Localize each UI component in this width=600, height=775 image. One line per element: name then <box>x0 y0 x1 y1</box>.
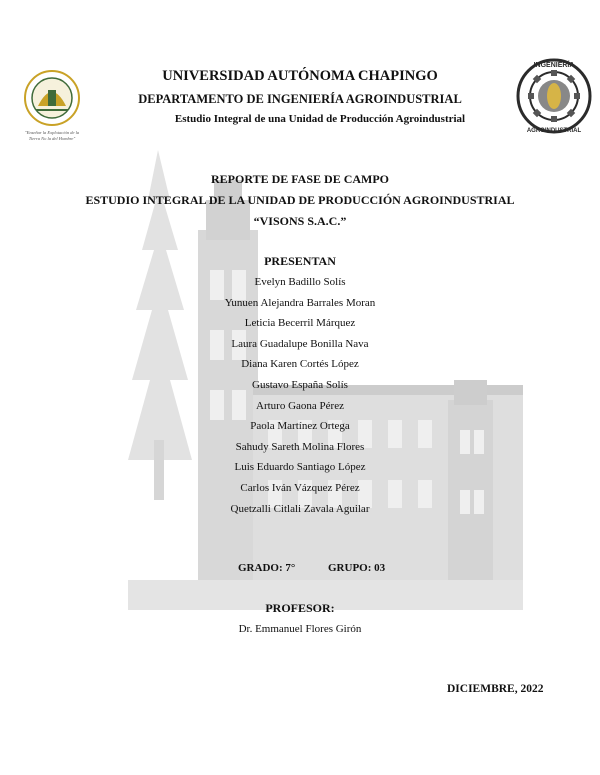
study-title: ESTUDIO INTEGRAL DE LA UNIDAD DE PRODUCCIÓN AGROINDUSTRIAL <box>85 193 515 207</box>
presenter-name: Evelyn Badillo Solís <box>254 276 346 288</box>
svg-text:INGENIERÍA: INGENIERÍA <box>533 62 575 69</box>
professor-heading: PROFESOR: <box>265 601 335 615</box>
university-title: UNIVERSIDAD AUTÓNOMA CHAPINGO <box>162 68 438 84</box>
presenter-name: Arturo Gaona Pérez <box>256 399 344 412</box>
presenter-name: Carlos Iván Vázquez Pérez <box>240 481 360 494</box>
presenter-name: Sahudy Sareth Molina Flores <box>235 440 365 453</box>
document-date: DICIEMBRE, 2022 <box>447 683 544 695</box>
presenter-name: Laura Guadalupe Bonilla Nava <box>231 337 369 350</box>
report-title: REPORTE DE FASE DE CAMPO <box>210 172 390 186</box>
presenter-name: Paola Martínez Ortega <box>250 420 350 433</box>
course-title: Estudio Integral de una Unidad de Producción Agroindustrial <box>174 113 466 125</box>
svg-text:Tierra No la del Hombre": Tierra No la del Hombre" <box>28 136 76 141</box>
presenter-name: Yunuen Alejandra Barrales Moran <box>224 296 376 309</box>
presenter-name: Quetzalli Citlali Zavala Aguilar <box>230 502 370 515</box>
presenter-name: Diana Karen Cortés López <box>241 358 359 371</box>
presenter-name: Leticia Becerril Márquez <box>244 317 356 330</box>
group-label: GRUPO: 03 <box>328 562 386 574</box>
professor-name: Dr. Emmanuel Flores Girón <box>238 623 362 635</box>
svg-text:"Enseñar la Explotación de la: "Enseñar la Explotación de la <box>24 130 80 135</box>
grade-label: GRADO: 7° <box>238 562 296 574</box>
company-name: “VISONS S.A.C.” <box>253 214 347 228</box>
presenter-name: Luis Eduardo Santiago López <box>234 461 366 474</box>
presenters-heading: PRESENTAN <box>264 254 336 268</box>
svg-text:AGROINDUSTRIAL: AGROINDUSTRIAL <box>526 128 582 134</box>
presenter-name: Gustavo España Solís <box>252 378 348 391</box>
presenters-list <box>0 272 600 519</box>
department-title: DEPARTAMENTO DE INGENIERÍA AGROINDUSTRIAL <box>138 92 462 106</box>
